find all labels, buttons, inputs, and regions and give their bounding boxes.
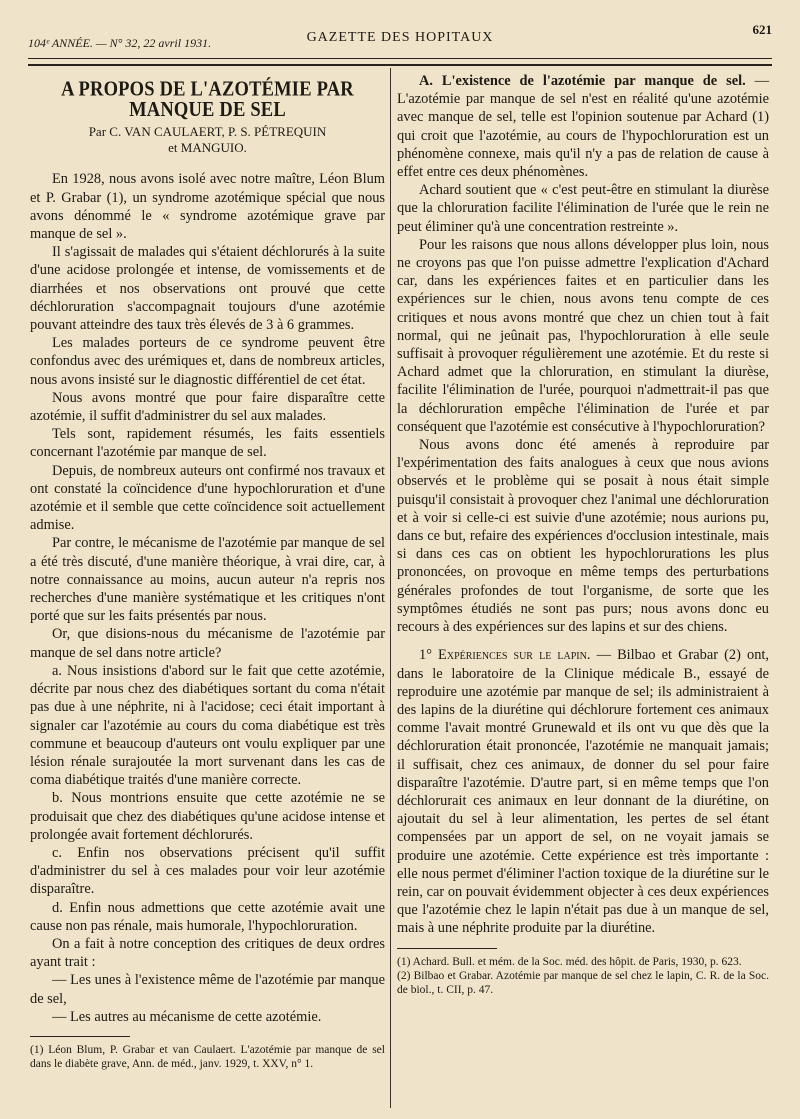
paragraph: En 1928, nous avons isolé avec notre maître, Léon Blum et P. Grabar (1), un syndrome azotémique spécial que nous avons dénommé le « syndrome azotémique grave par manque de sel ».	[30, 171, 385, 243]
paragraph: Les malades porteurs de ce syndrome peuvent être confondus avec des urémiques et, dans de nombreux articles, nous avons insisté sur le diagnostic différentiel de cet état.	[30, 335, 385, 388]
section-heading: A. L'existence de l'azotémie par manque de sel.	[419, 73, 746, 89]
column-divider	[390, 68, 391, 1108]
footnote-rule	[30, 1036, 130, 1037]
experience-text: — Bilbao et Grabar (2) ont, dans le laboratoire de la Clinique médicale B., essayé de reproduire une azotémie par manque de sel; ils administraient à des lapins de la diurétine qui déchlorure fortement ces animaux comme l'avait montré Grunewald et ils ont vu que dès que la déchloruration était prononcée, l'azotémie ne manquait jamais; il suffisait, chez ces animaux, de donner du sel pour faire disparaître l'azotémie. D'autre part, si en même temps que l'on déchlorurait ces animaux en leur donnant de la diurétine, on ajoutait du sel à leur alimentation, les pertes de sel étant compensées par un apport de sel, on ne voyait jamais se produire une azotémie. Cette expérience est très importante : elle nous permet d'éliminer l'action toxique de la diurétine sur le rein, car on pouvait évidemment objecter à ces deux expériences que l'azotémie chez le lapin n'était pas due à un manque de sel, mais à une néphrite produite par la diurétine.	[397, 647, 770, 937]
footnotes	[397, 955, 769, 997]
paragraph: — Les autres au mécanisme de cette azotémie.	[52, 1008, 322, 1025]
spacer	[397, 636, 769, 646]
footnote-rule	[397, 948, 497, 949]
paragraph: Depuis, de nombreux auteurs ont confirmé nos travaux et ont constaté la coïncidence d'une hypochloruration et d'une azotémie et il semble que cette coïncidence soit actuellement admise.	[30, 462, 385, 534]
paragraph: On a fait à notre conception des critiques de deux ordres ayant trait :	[30, 935, 385, 971]
paragraph: Nous avons donc été amenés à reproduire par l'expérimentation des faits analogues à ceux que nous avions observés et le problème qui se posait à nous était simple puisqu'il consistait à provoquer chez l'animal une déchloruration et à voir si celle-ci est suivie d'une azotémie; nous aurions pu, dans ce but, refaire des expériences d'occlusion intestinale, mais si dans ces cas on obtient les hypochlorurations les plus prononcées, on provoque en même temps des perturbations générales profondes de tout l'organisme, de sorte que les symptômes étudiés ne sont pas purs; nous avons donc eu recours à des expériences sur des lapins et sur des chiens.	[397, 437, 769, 636]
paragraph: a. Nous insistions d'abord sur le fait que cette azotémie, décrite par nous chez des diabétiques sortant du coma n'était pas due à une néphrite, ni à l'acidose; ceci était important à signaler car l'azotémie au cours du coma diabétique est très commune et beaucoup d'auteurs ont voulu expliquer par une lésion rénale surajoutée la mort survenant dans les cas de coma diabétique traités d'une manière correcte.	[30, 662, 385, 789]
experience-paragraph	[397, 646, 769, 937]
footnotes	[30, 1043, 385, 1071]
paragraph: Achard soutient que « c'est peut-être en stimulant la diurèse que la chloruration facilite l'élimination de l'urée que le rein ne peut éliminer qu'à une concentration restreinte ».	[397, 182, 769, 235]
authors-line-2: et MANGUIO.	[168, 140, 247, 156]
paragraph: b. Nous montrions ensuite que cette azotémie ne se produisait que chez des diabétiques qu'une acidose intense et prolongée avait fortement déchlorurés.	[30, 790, 385, 843]
paragraph: Nous avons montré que pour faire disparaître cette azotémie, il suffit d'administrer du sel aux malades.	[30, 389, 385, 425]
header-rule	[28, 58, 772, 59]
paragraph: Il s'agissait de malades qui s'étaient déchlorurés à la suite d'une acidose prolongée et intense, de vomissements et de diarrhées et nos observations ont prouvé que cette déchloruration s'accompagnait toujours d'une azotémie pouvant atteindre des taux très élevés de 3 à 6 grammes.	[30, 244, 385, 334]
paragraph: — Les unes à l'existence même de l'azotémie par manque de sel,	[30, 972, 385, 1007]
article-title: A PROPOS DE L'AZOTÉMIE PAR MANQUE DE SEL	[61, 78, 354, 123]
experience-heading: 1° Expériences sur le lapin.	[419, 647, 591, 664]
header-rule-thick	[28, 64, 772, 66]
footnote: (2) Bilbao et Grabar. Azotémie par manque de sel chez le lapin, C. R. de la Soc. de biol., t. CII, p. 47.	[397, 969, 769, 996]
paragraph: Par contre, le mécanisme de l'azotémie par manque de sel a été très discuté, d'une manière théorique, à vrai dire, car, à notre connaissance au moins, aucun auteur n'a repris nos recherches d'une manière systématique et les critiques n'ont porté que sur les faits présentés par nous.	[30, 535, 385, 625]
left-column	[30, 72, 385, 1071]
page-number: 621	[752, 22, 772, 37]
footnote: (1) Léon Blum, P. Grabar et van Caulaert. L'azotémie par manque de sel dans le diabète grave, Ann. de méd., janv. 1929, t. XXV, n° 1.	[30, 1043, 385, 1070]
paragraph: d. Enfin nous admettions que cette azotémie avait une cause non pas rénale, mais humorale, l'hypochloruration.	[30, 899, 385, 934]
issue-info: 104ᵉ ANNÉE. — N° 32, 22 avril 1931.	[28, 36, 212, 50]
section-text: — L'azotémie par manque de sel n'est en réalité qu'une azotémie avec manque de sel, telle est l'opinion soutenue par Achard (1) qui croit que l'azotémie, au cours de l'hypochloruration est un phénomène connexe, mais qu'il n'y a pas de relation de cause à effet entre ces deux phénomènes.	[397, 73, 769, 181]
paragraph: c. Enfin nos observations précisent qu'il suffit d'administrer du sel à ces malades pour voir leur azotémie disparaître.	[30, 844, 385, 898]
section-paragraph	[397, 72, 769, 181]
paragraph: Pour les raisons que nous allons développer plus loin, nous ne croyons pas que l'on puisse admettre l'explication d'Achard car, dans les expériences faites et en particulier dans les expériences sur le chien, nous avons tenu compte de ces critiques et nous avons montré que chez un chien tout à fait normal, qui ne jeûnait pas, l'hypochloruration à elle seule suffisait à provoquer régulièrement une azotémie. Et du reste si Achard admet que la chloruration, en stimulant la diurèse, facilite l'élimination de l'urée, pourquoi n'admettrait-il pas que la déchloruration empêche l'élimination de l'urée et par conséquent que l'azotémie est consécutive à l'hypochloruration?	[397, 236, 769, 435]
article-authors	[30, 124, 385, 156]
footnote: (1) Achard. Bull. et mém. de la Soc. méd. des hôpit. de Paris, 1930, p. 623.	[397, 955, 742, 968]
right-column	[397, 72, 769, 997]
page-header	[28, 18, 772, 58]
journal-title: GAZETTE DES HOPITAUX	[306, 30, 494, 45]
paragraph: Or, que disions-nous du mécanisme de l'azotémie par manque de sel dans notre article?	[30, 626, 385, 661]
authors-line-1: Par C. VAN CAULAERT, P. S. PÉTREQUIN	[88, 124, 327, 140]
paragraph: Tels sont, rapidement résumés, les faits essentiels concernant l'azotémie par manque de sel.	[30, 426, 385, 461]
